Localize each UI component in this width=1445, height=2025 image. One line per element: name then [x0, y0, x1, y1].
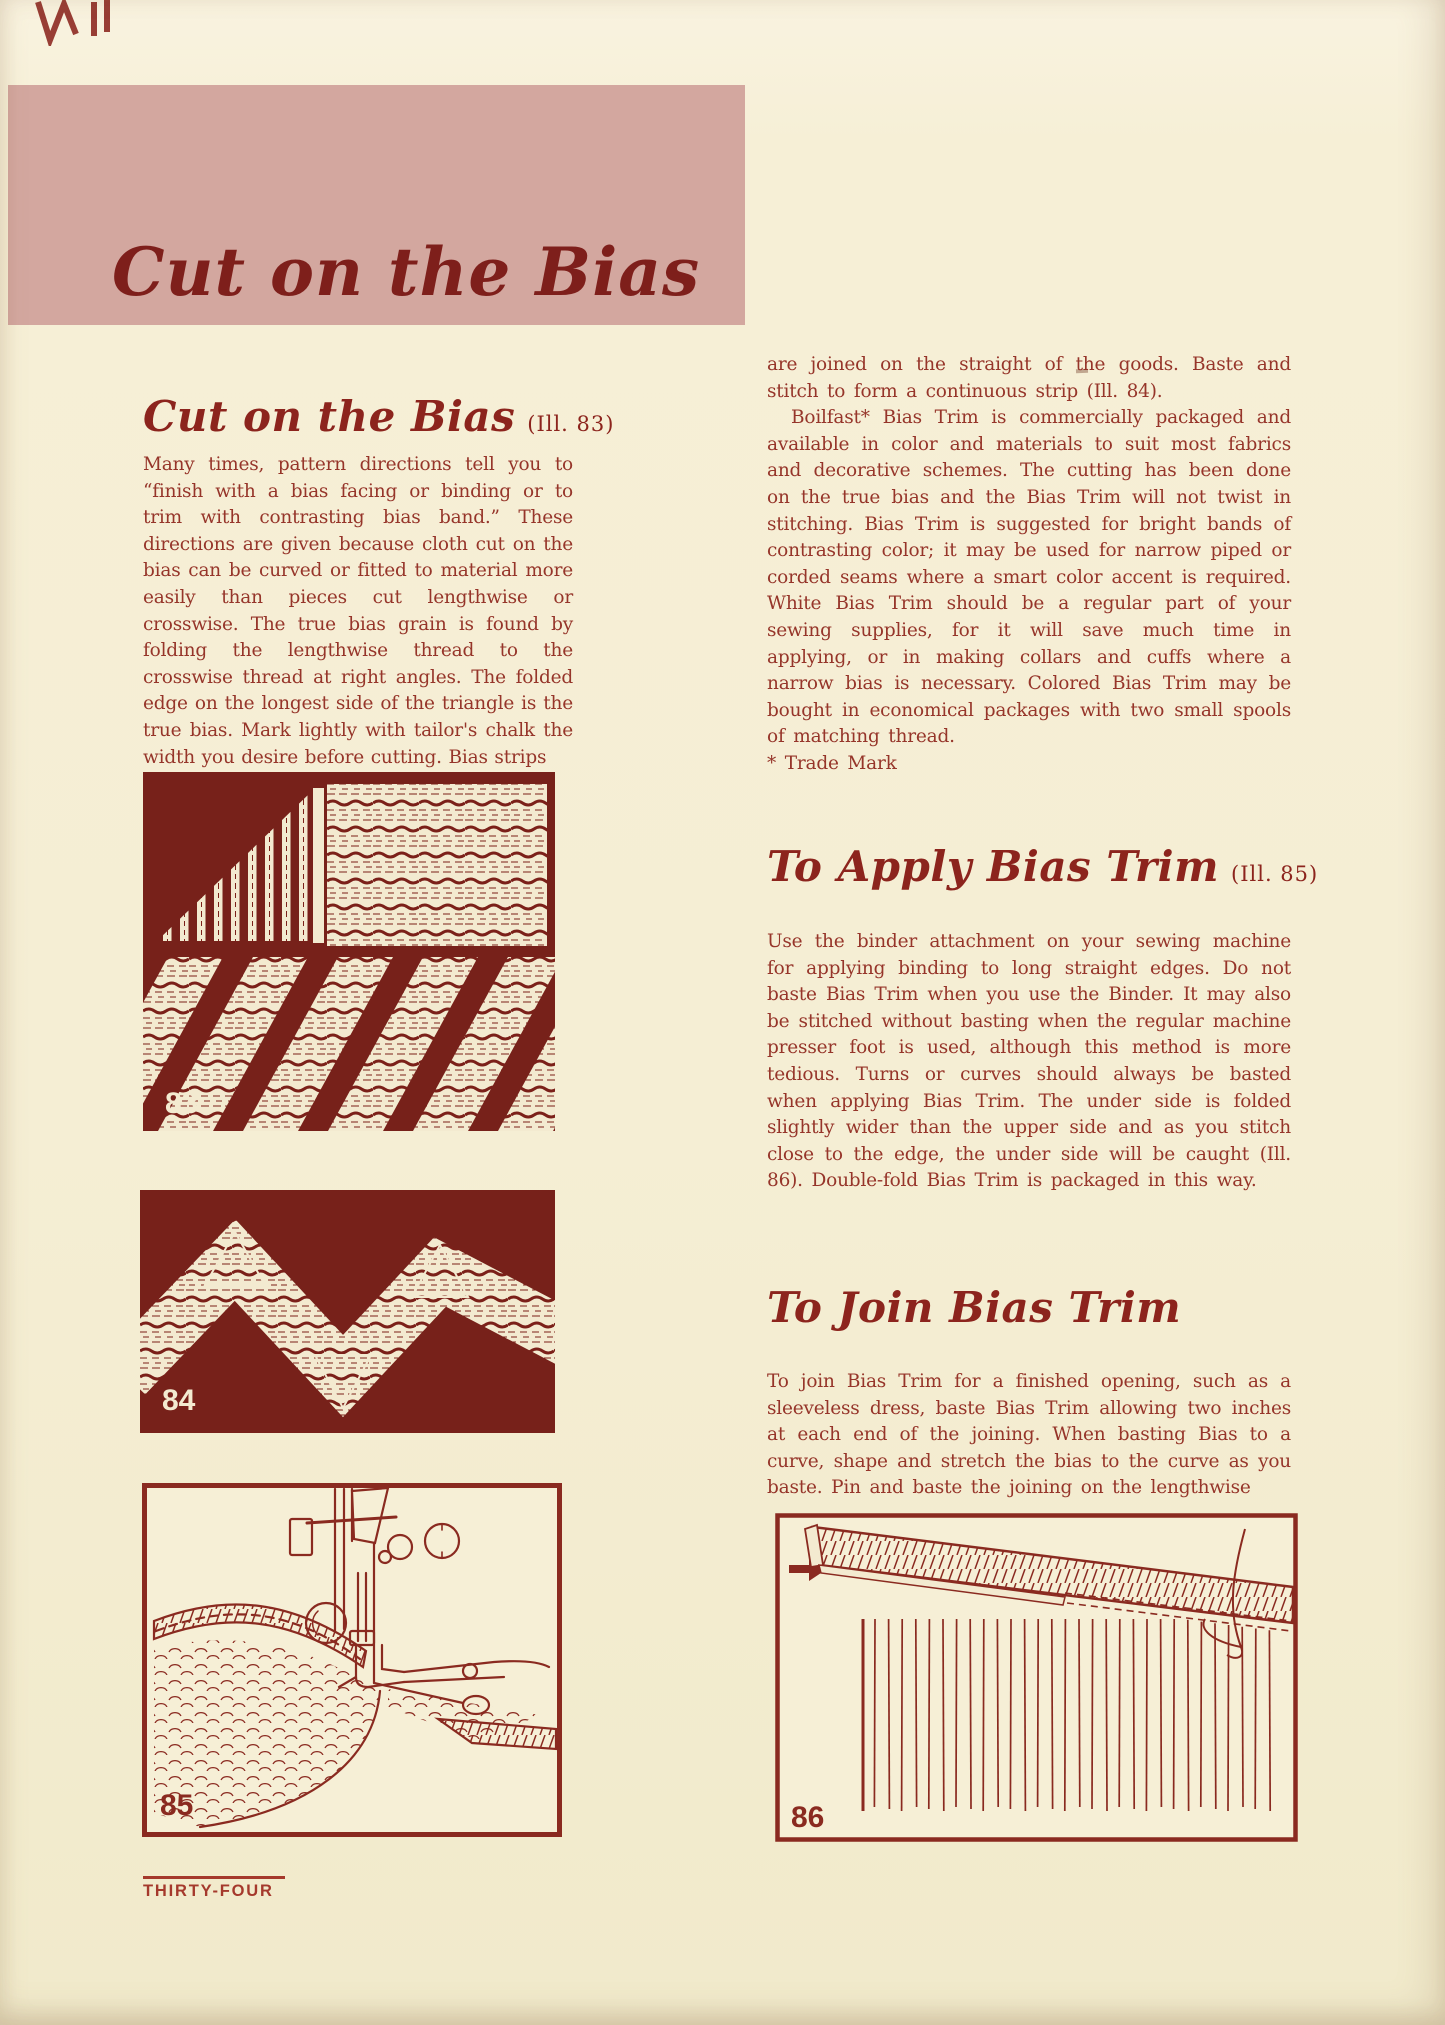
section-heading-cut-on-the-bias [143, 392, 614, 441]
page-number: THIRTY-FOUR [143, 1882, 274, 1900]
join-paragraph-block [767, 1369, 1291, 1502]
figure-84-label: 84 [162, 1384, 196, 1417]
boilfast-paragraph: Boilfast* Bias Trim is commercially packaged and available in color and materials to suit most fabrics and decorative schemes. The cutting has been done on the true bias and the Bias Trim will not twist in stitching. Bias Trim is suggested for bright bands of contrasting color; it may be used for narrow piped or corded seams where a smart color accent is required. White Bias Trim should be a regular part of your sewing supplies, for it will save much time in applying, or in making collars and cuffs where a narrow bias is necessary. Colored Bias Trim may be bought in economical packages with two small spools of matching thread. [767, 407, 1291, 748]
figure-85-drawing [142, 1483, 562, 1837]
section-heading-apply-bias-trim [767, 842, 1318, 891]
figure-86-label: 86 [791, 1801, 825, 1834]
scan-edge-marks [26, 0, 126, 46]
fabric-panel [327, 784, 547, 946]
chapter-title: Cut on the Bias [112, 233, 701, 311]
figure-85-label: 85 [160, 1789, 194, 1822]
figure-85 [142, 1483, 562, 1837]
intro-paragraph: Many times, pattern directions tell you to “finish with a bias facing or binding or to trim with contrasting bias band.” These directions are given because cloth cut on the bias can be curved or fitted to material more easily than pieces cut lengthwise or crosswise. The true bias grain is found by folding the lengthwise thread to the crosswise thread at right angles. The folded edge on the longest side of the triangle is the true bias. Mark lightly with tailor's chalk the width you desire before cutting. Bias strips [143, 454, 573, 768]
footer-rule [143, 1876, 285, 1879]
join-heading-script: To Join Bias Trim [767, 1283, 1182, 1332]
intro-paragraph-block [143, 452, 573, 771]
figure-84-drawing [140, 1190, 555, 1433]
join-paragraph: To join Bias Trim for a finished opening, such as a sleeveless dress, baste Bias Trim allowing two inches at each end of the joining. When basting Bias to a curve, shape and stretch the bias to the curve as you baste. Pin and baste the joining on the lengthwise [767, 1371, 1291, 1499]
figure-84 [140, 1190, 555, 1433]
figure-83 [143, 772, 555, 1131]
right-column-top-block [767, 352, 1291, 778]
illustration-reference-83: (Ill. 83) [527, 412, 615, 436]
section-heading-script: Cut on the Bias [143, 392, 516, 441]
apply-paragraph: Use the binder attachment on your sewing machine for applying binding to long straight edges. Do not baste Bias Trim when you use the Binder. It may also be stitched without basting when the regular machine presser foot is used, although this method is more tedious. Turns or curves should always be basted when applying Bias Trim. The under side is folded slightly wider than the upper side and as you stitch close to the edge, the under side will be caught (Ill. 86). Double-fold Bias Trim is packaged in this way. [767, 931, 1291, 1192]
apply-paragraph-block [767, 929, 1291, 1195]
trademark-note: * Trade Mark [767, 752, 897, 774]
continued-paragraph: are joined on the straight of the goods. Baste and stitch to form a continuous strip (Ill. 84). [767, 354, 1291, 402]
section-heading-join-bias-trim [767, 1283, 1181, 1332]
illustration-reference-85: (Ill. 85) [1231, 862, 1319, 886]
figure-83-label: 83 [165, 1087, 199, 1120]
figure-83-drawing [143, 772, 555, 1131]
figure-86 [775, 1513, 1298, 1842]
apply-heading-script: To Apply Bias Trim [767, 842, 1220, 891]
chapter-banner [8, 85, 745, 325]
figure-86-drawing [775, 1513, 1298, 1842]
